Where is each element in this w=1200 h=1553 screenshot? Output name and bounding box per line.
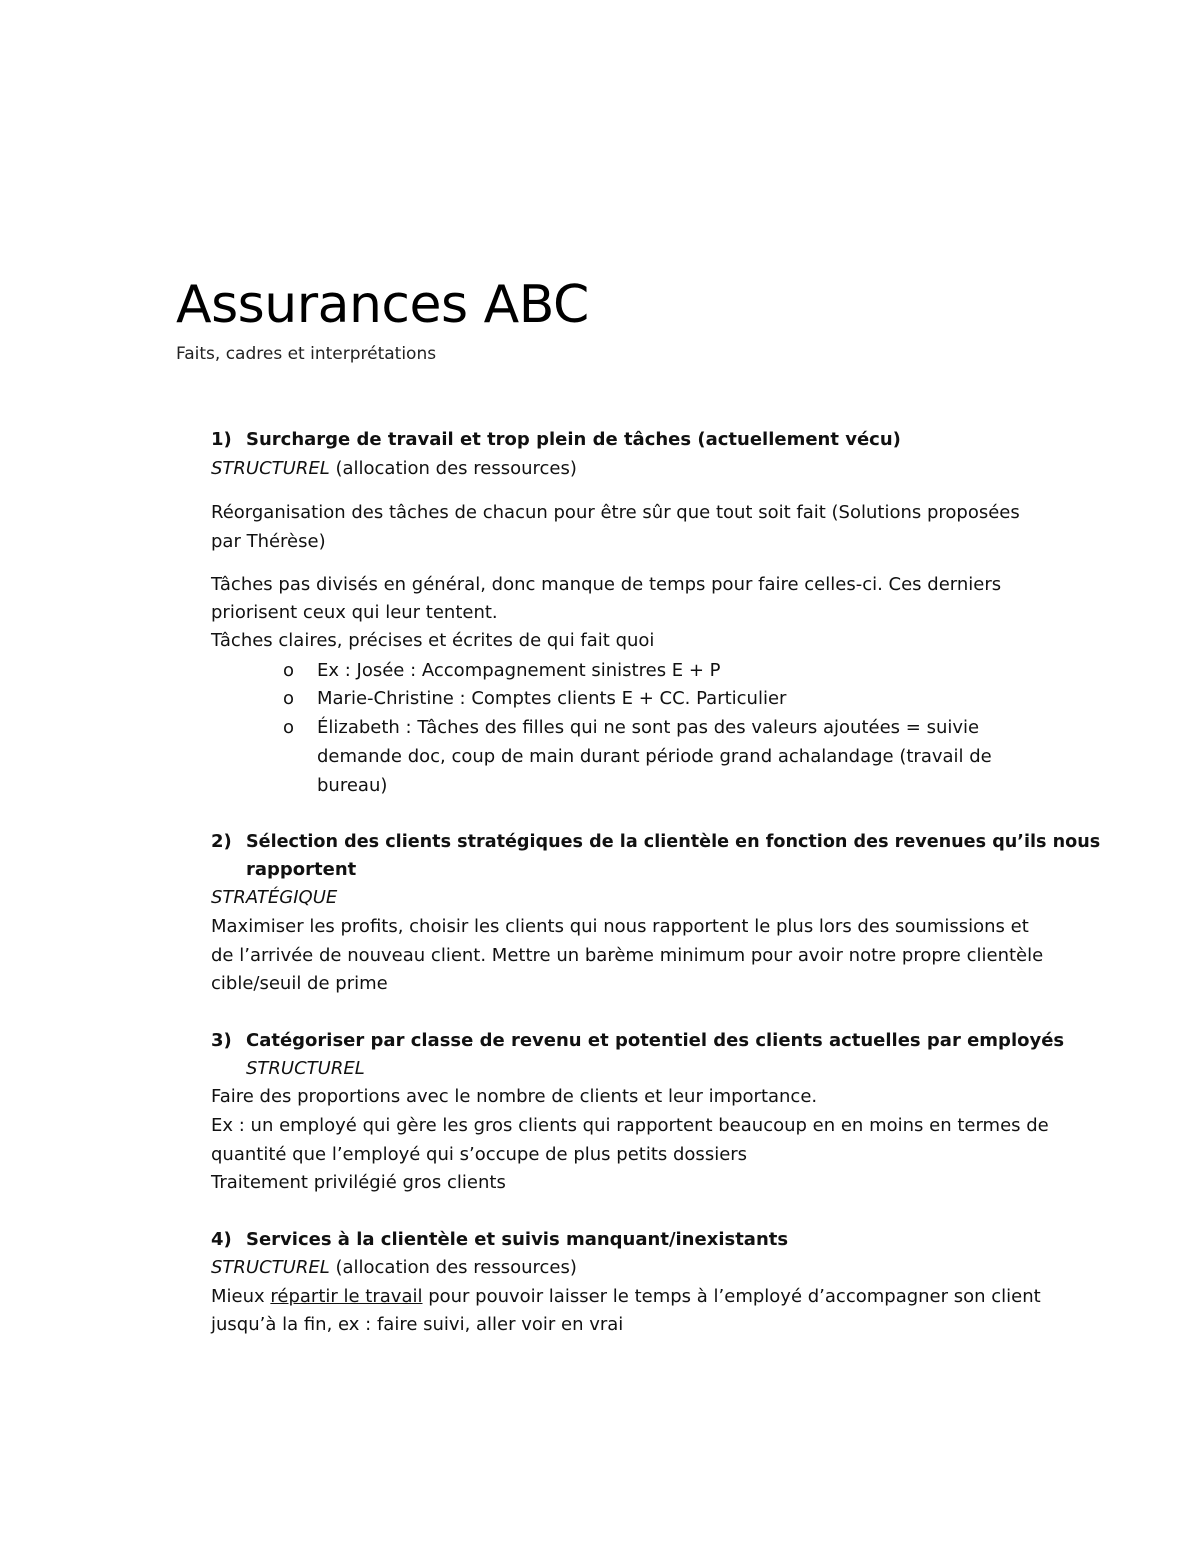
section-frame: STRUCTUREL (246, 1058, 365, 1079)
section-number: 1) (211, 429, 232, 450)
paragraph-line: jusqu’à la fin, ex : faire suivi, aller voir en vrai (211, 1314, 624, 1335)
section-number: 2) (211, 831, 232, 852)
paragraph-line: Réorganisation des tâches de chacun pour être sûr que tout soit fait (Solutions proposées (211, 502, 1020, 523)
text-run: pour pouvoir laisser le temps à l’employé d’accompagner son client (422, 1286, 1041, 1307)
underlined-phrase: répartir le travail (270, 1286, 423, 1307)
section-heading: Surcharge de travail et trop plein de tâches (actuellement vécu) (246, 429, 901, 450)
paragraph-line: Traitement privilégié gros clients (211, 1172, 506, 1193)
paragraph-line: Faire des proportions avec le nombre de clients et leur importance. (211, 1086, 818, 1107)
paragraph-line: Tâches claires, précises et écrites de qui fait quoi (211, 630, 655, 651)
section-number: 3) (211, 1030, 232, 1051)
list-item-continuation: demande doc, coup de main durant période grand achalandage (travail de (317, 746, 992, 767)
frame-label: STRUCTUREL (211, 1257, 330, 1278)
list-item-continuation: bureau) (317, 775, 388, 796)
paragraph-line: quantité que l’employé qui s’occupe de plus petits dossiers (211, 1144, 748, 1165)
paragraph-line: Tâches pas divisés en général, donc manque de temps pour faire celles-ci. Ces derniers (211, 574, 1002, 595)
bullet-marker: o (283, 660, 295, 681)
list-item: Marie-Christine : Comptes clients E + CC. Particulier (317, 688, 787, 709)
list-item: Ex : Josée : Accompagnement sinistres E + P (317, 660, 721, 681)
paragraph-line: par Thérèse) (211, 531, 326, 552)
paragraph-line: cible/seuil de prime (211, 973, 388, 994)
section-heading-continuation: rapportent (246, 859, 357, 880)
section-number: 4) (211, 1229, 232, 1250)
paragraph-line: Maximiser les profits, choisir les clients qui nous rapportent le plus lors des soumissions et (211, 916, 1029, 937)
bullet-marker: o (283, 688, 295, 709)
paragraph-line: priorisent ceux qui leur tentent. (211, 602, 498, 623)
section-frame (211, 455, 577, 483)
section-heading: Sélection des clients stratégiques de la clientèle en fonction des revenues qu’ils nous (246, 831, 1101, 852)
bullet-marker: o (283, 717, 295, 738)
list-item: Élizabeth : Tâches des filles qui ne sont pas des valeurs ajoutées = suivie (317, 717, 980, 738)
paragraph-line (211, 1283, 1041, 1311)
section-heading: Catégoriser par classe de revenu et potentiel des clients actuelles par employés (246, 1030, 1065, 1051)
paragraph-line: de l’arrivée de nouveau client. Mettre un barème minimum pour avoir notre propre clientèle (211, 945, 1044, 966)
section-frame: STRATÉGIQUE (211, 887, 338, 908)
frame-label: STRUCTUREL (211, 458, 330, 479)
frame-note: (allocation des ressources) (329, 1257, 577, 1278)
document-subtitle: Faits, cadres et interprétations (176, 344, 437, 364)
frame-note: (allocation des ressources) (329, 458, 577, 479)
section-heading: Services à la clientèle et suivis manquant/inexistants (246, 1229, 789, 1250)
text-run: Mieux (211, 1286, 271, 1307)
document-title: Assurances ABC (176, 275, 589, 335)
section-frame (211, 1254, 577, 1282)
paragraph-line: Ex : un employé qui gère les gros clients qui rapportent beaucoup en en moins en termes de (211, 1115, 1049, 1136)
